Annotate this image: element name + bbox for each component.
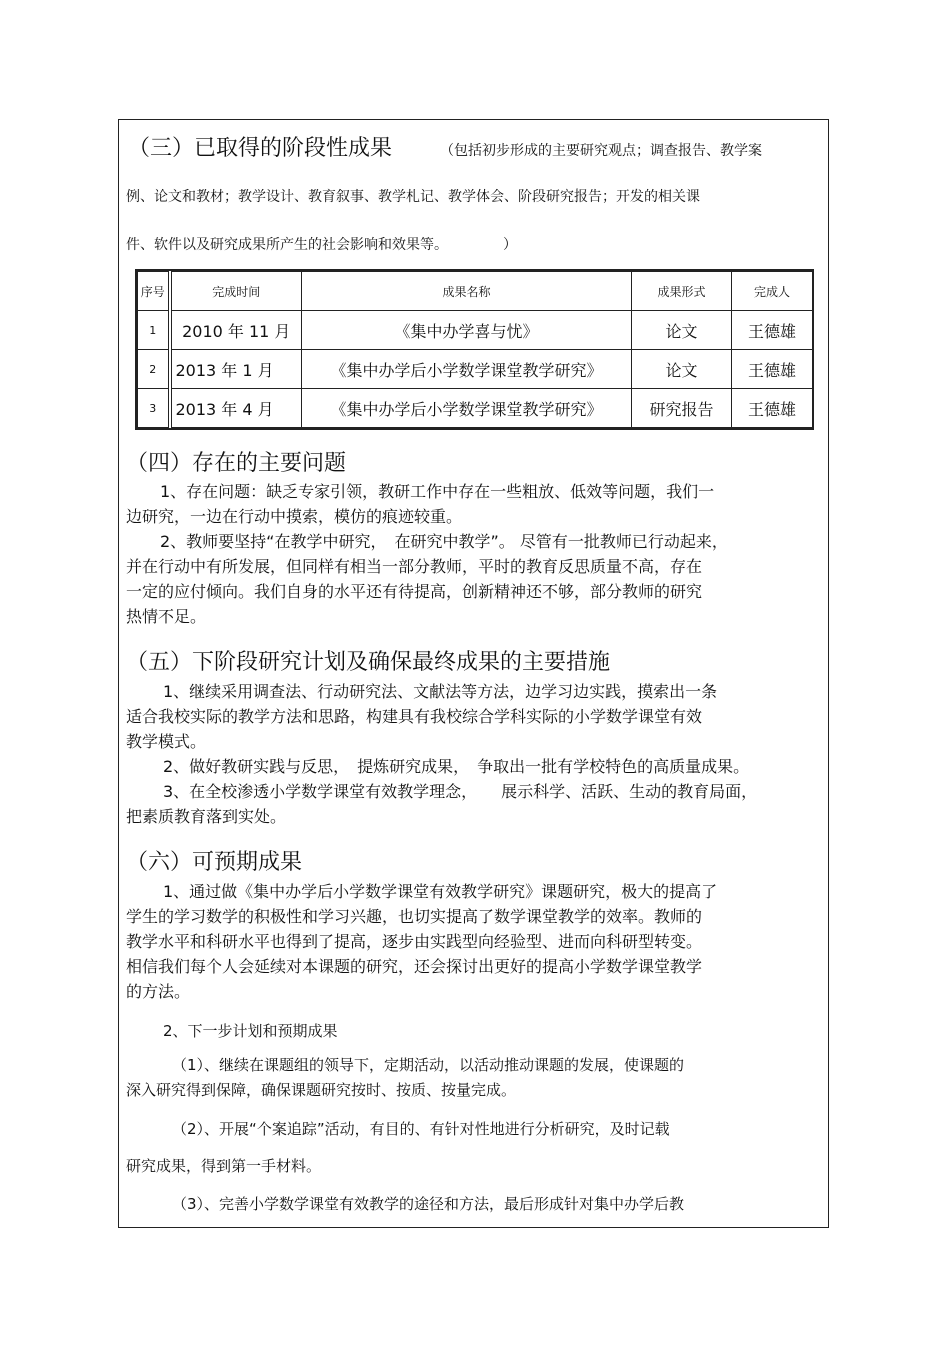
table-header-row (138, 272, 813, 311)
row-form: 论文 (632, 311, 732, 350)
section5-line: 把素质教育落到实处。 (126, 807, 287, 826)
section5-line: 适合我校实际的教学方法和思路，构建具有我校综合学科实际的小学数学课堂有效 (126, 707, 703, 726)
section4-line: 边研究，一边在行动中摸索，模仿的痕迹较重。 (126, 507, 463, 526)
section5-line: 1、继续采用调查法、行动研究法、文献法等方法，边学习边实践，摸索出一条 (163, 682, 718, 701)
row-date: 2013 年 1 月 (170, 350, 302, 389)
row-title: 《集中办学后小学数学课堂教学研究》 (302, 350, 632, 389)
header-author: 完成人 (732, 272, 813, 311)
row-index: 1 (138, 311, 170, 350)
section3-note-line1: （包括初步形成的主要研究观点；调查报告、教学案 (440, 143, 762, 159)
section4-line: 一定的应付倾向。我们自身的水平还有待提高，创新精神还不够，部分教师的研究 (126, 582, 703, 601)
row-title: 《集中办学喜与忧》 (302, 311, 632, 350)
section3-note-line3: 件、软件以及研究成果所产生的社会影响和效果等。 (126, 237, 448, 253)
header-title: 成果名称 (302, 272, 632, 311)
section6-subheading: 2、下一步计划和预期成果 (163, 1022, 338, 1040)
achievements-table (135, 269, 814, 430)
section4-line: 1、存在问题：缺乏专家引领，教研工作中存在一些粗放、低效等问题，我们一 (160, 482, 715, 501)
plan-item3-line1: （3）、完善小学数学课堂有效教学的途径和方法，最后形成针对集中办学后教 (172, 1195, 685, 1213)
section4-line: 2、教师要坚持“在教学中研究， 在研究中教学”。 尽管有一批教师已行动起来， (160, 532, 728, 551)
row-date: 2013 年 4 月 (170, 389, 302, 428)
section3-note-close: ） (503, 237, 517, 253)
section6-heading: （六）可预期成果 (126, 850, 303, 875)
row-author: 王德雄 (732, 311, 813, 350)
row-form: 研究报告 (632, 389, 732, 428)
header-date: 完成时间 (170, 272, 302, 311)
row-form: 论文 (632, 350, 732, 389)
plan-item1-line2: 深入研究得到保障，确保课题研究按时、按质、按量完成。 (126, 1081, 517, 1099)
row-index: 2 (138, 350, 170, 389)
section6-line: 学生的学习数学的积极性和学习兴趣，也切实提高了数学课堂教学的效率。教师的 (126, 907, 703, 926)
section4-line: 并在行动中有所发展，但同样有相当一部分教师，平时的教育反思质量不高，存在 (126, 557, 703, 576)
row-author: 王德雄 (732, 350, 813, 389)
section5-line: 2、做好教研实践与反思， 提炼研究成果， 争取出一批有学校特色的高质量成果。 (163, 757, 750, 776)
row-title: 《集中办学后小学数学课堂教学研究》 (302, 389, 632, 428)
section5-heading: （五）下阶段研究计划及确保最终成果的主要措施 (126, 650, 611, 675)
section4-heading: （四）存在的主要问题 (126, 451, 347, 476)
row-author: 王德雄 (732, 389, 813, 428)
section4-line: 热情不足。 (126, 607, 207, 626)
section5-line: 教学模式。 (126, 732, 207, 751)
plan-item2-line2: 研究成果，得到第一手材料。 (126, 1157, 322, 1175)
section3-note-line2: 例、论文和教材；教学设计、教育叙事、教学札记、教学体会、阶段研究报告；开发的相关课 (126, 189, 700, 205)
header-form: 成果形式 (632, 272, 732, 311)
header-index: 序号 (138, 272, 170, 311)
section6-line: 教学水平和科研水平也得到了提高，逐步由实践型向经验型、进而向科研型转变。 (126, 932, 703, 951)
section6-line: 1、通过做《集中办学后小学数学课堂有效教学研究》课题研究，极大的提高了 (163, 882, 718, 901)
table-row (138, 389, 813, 428)
plan-item2-line1: （2）、开展“个案追踪”活动，有目的、有针对性地进行分析研究，及时记载 (172, 1120, 670, 1138)
row-date: 2010 年 11 月 (170, 311, 302, 350)
table-row (138, 350, 813, 389)
section6-line: 相信我们每个人会延续对本课题的研究，还会探讨出更好的提高小学数学课堂教学 (126, 957, 703, 976)
section5-line: 3、在全校渗透小学数学课堂有效教学理念， 展示科学、活跃、生动的教育局面， (163, 782, 758, 801)
section3-heading: （三）已取得的阶段性成果 (128, 136, 393, 161)
section6-line: 的方法。 (126, 982, 191, 1001)
table-row (138, 311, 813, 350)
plan-item1-line1: （1）、继续在课题组的领导下，定期活动，以活动推动课题的发展，使课题的 (172, 1056, 685, 1074)
row-index: 3 (138, 389, 170, 428)
